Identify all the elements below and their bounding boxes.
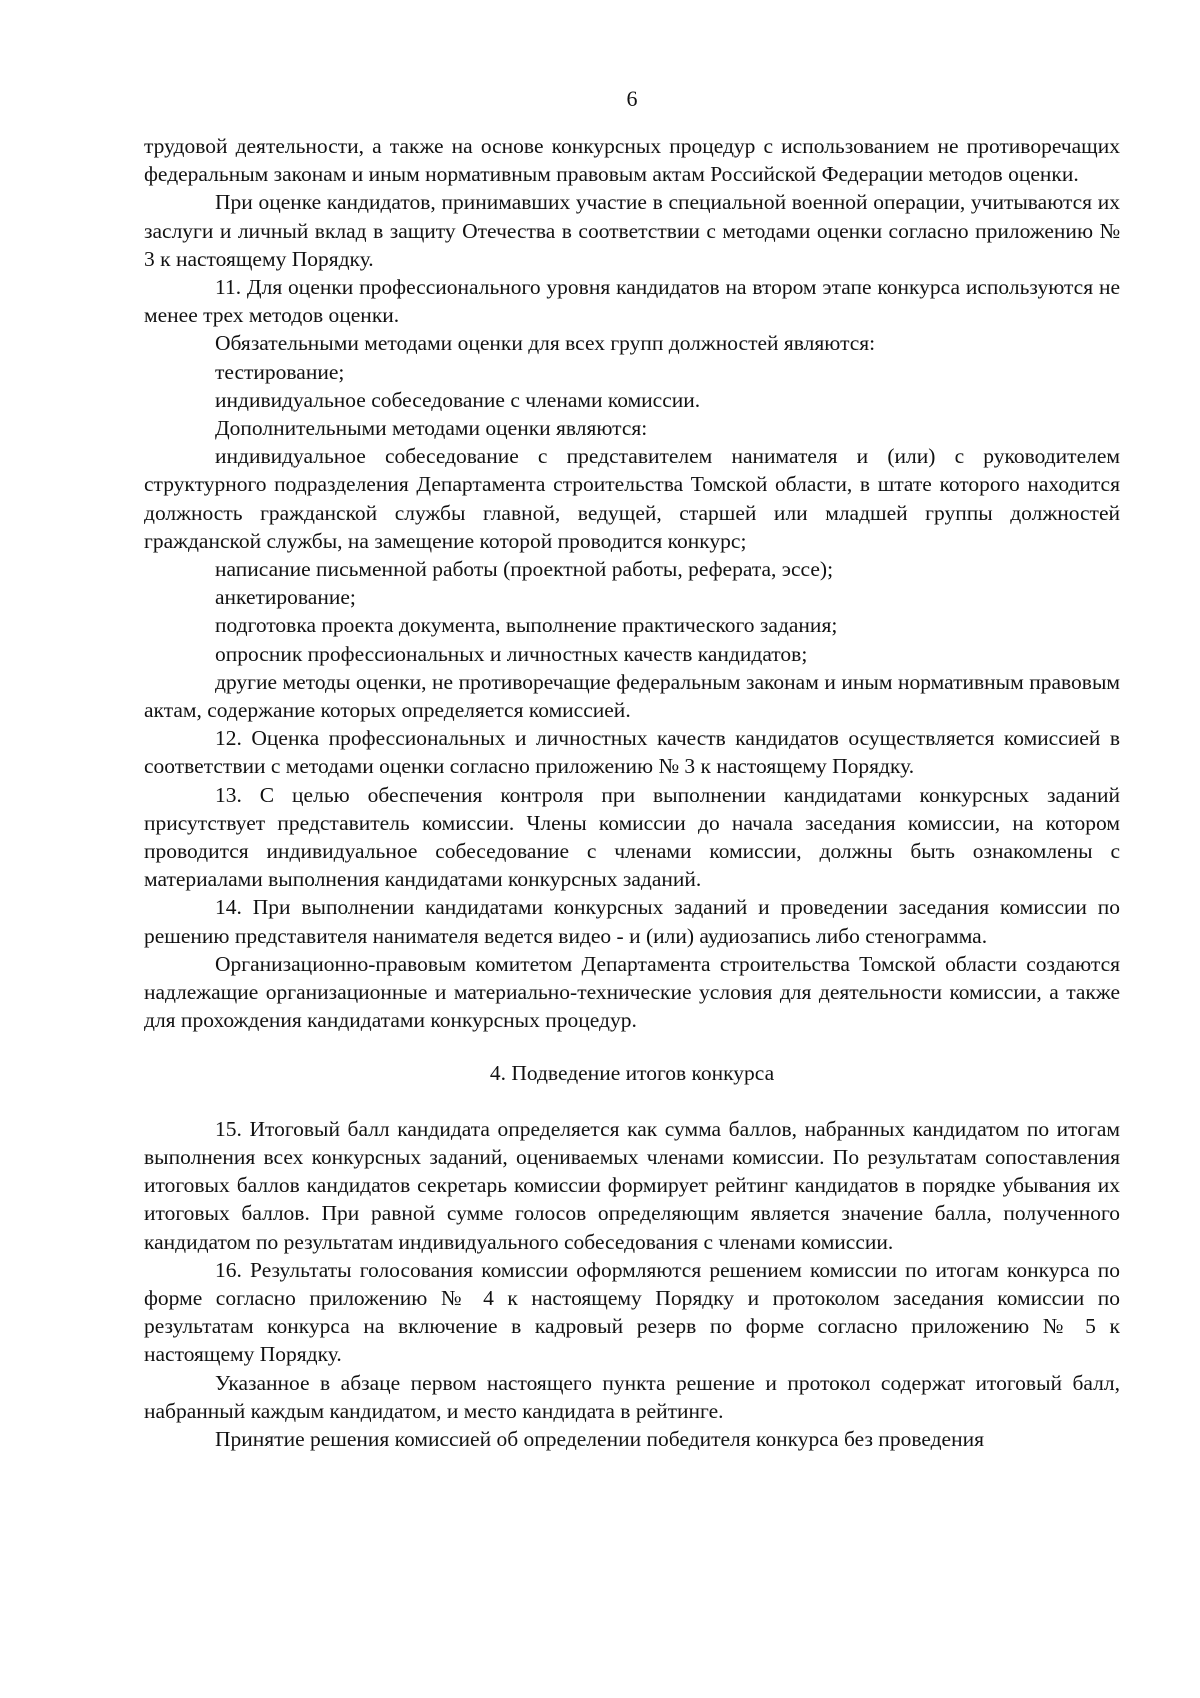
list-item-practical-task: подготовка проекта документа, выполнение практического задания; [215,613,838,638]
paragraph-item-14: 14. При выполнении кандидатами конкурсных заданий и проведении заседания комиссии по решению представителя нанимателя ведется видео - и (или) аудиозапись либо стенограмма. [144,895,1120,948]
paragraph-continuation: трудовой деятельности, а также на основе конкурсных процедур с использованием не противоречащих федеральным законам и иным нормативным правовым актам Российской Федерации методов оценки. [144,134,1120,187]
paragraph-item-11: 11. Для оценки профессионального уровня кандидатов на втором этапе конкурса используются не менее трех методов оценки. [144,275,1120,328]
list-item-other-methods: другие методы оценки, не противоречащие федеральным законам и иным нормативным правовым актам, содержание которых определяется комиссией. [144,669,1120,723]
list-item-survey: опросник профессиональных и личностных качеств кандидатов; [215,641,808,666]
list-item-testing: тестирование; [215,359,345,384]
page-number: 6 [626,86,638,111]
paragraph-mandatory-methods: Обязательными методами оценки для всех групп должностей являются: [215,331,876,356]
paragraph-item-16: 16. Результаты голосования комиссии оформляются решением комиссии по итогам конкурса по форме согласно приложению № 4 к настоящему Порядку и протоколом заседания комиссии по результатам конкурса на включение в кадровый резерв по форме согласно приложению № 5 к настоящему Порядку. [144,1257,1120,1367]
paragraph-decision-without: Принятие решения комиссией об определении победителя конкурса без проведения [215,1426,984,1451]
list-item-written-work: написание письменной работы (проектной работы, реферата, эссе); [215,557,834,582]
paragraph-additional-methods: Дополнительными методами оценки являются: [215,416,648,441]
document-body [144,132,1120,1453]
paragraph-item-12: 12. Оценка профессиональных и личностных качеств кандидатов осуществляется комиссией в соответствии с методами оценки согласно приложению № 3 к настоящему Порядку. [144,726,1120,779]
list-item-questionnaire: анкетирование; [215,585,356,610]
paragraph-item-13: 13. С целью обеспечения контроля при выполнении кандидатами конкурсных заданий присутствует представитель комиссии. Члены комиссии до начала заседания комиссии, на котором проводится индивидуальное собеседование с членами комиссии, должны быть ознакомлены с материалами выполнения кандидатами конкурсных заданий. [144,782,1120,892]
paragraph-committee-conditions: Организационно-правовым комитетом Департамента строительства Томской области создаются надлежащие организационные и материально-технические условия для деятельности комиссии, а также для прохождения кандидатами конкурсных процедур. [144,951,1120,1033]
paragraph-item-15: 15. Итоговый балл кандидата определяется как сумма баллов, набранных кандидатом по итогам выполнения всех конкурсных заданий, оцениваемых членами комиссии. По результатам сопоставления итоговых баллов кандидатов секретарь комиссии формирует рейтинг кандидатов в порядке убывания их итоговых баллов. При равной сумме голосов определяющим является значение балла, полученного кандидатом по результатам индивидуального собеседования с членами комиссии. [144,1116,1120,1254]
list-item-interview-employer: индивидуальное собеседование с представителем нанимателя и (или) с руководителем структурного подразделения Департамента строительства Томской области, в штате которого находится должность гражданской службы главной, ведущей, старшей или младшей группы должностей гражданской службы, на замещение которой проводится конкурс; [144,444,1120,553]
section-title: 4. Подведение итогов конкурса [489,1060,775,1085]
paragraph-decision-protocol: Указанное в абзаце первом настоящего пункта решение и протокол содержат итоговый балл, набранный каждым кандидатом, и место кандидата в рейтинге. [144,1370,1120,1423]
paragraph-svo-candidates: При оценке кандидатов, принимавших участие в специальной военной операции, учитываются их заслуги и личный вклад в защиту Отечества в соответствии с методами оценки согласно приложению № 3 к настоящему Порядку. [144,190,1120,271]
list-item-interview-commission: индивидуальное собеседование с членами комиссии. [215,387,701,412]
